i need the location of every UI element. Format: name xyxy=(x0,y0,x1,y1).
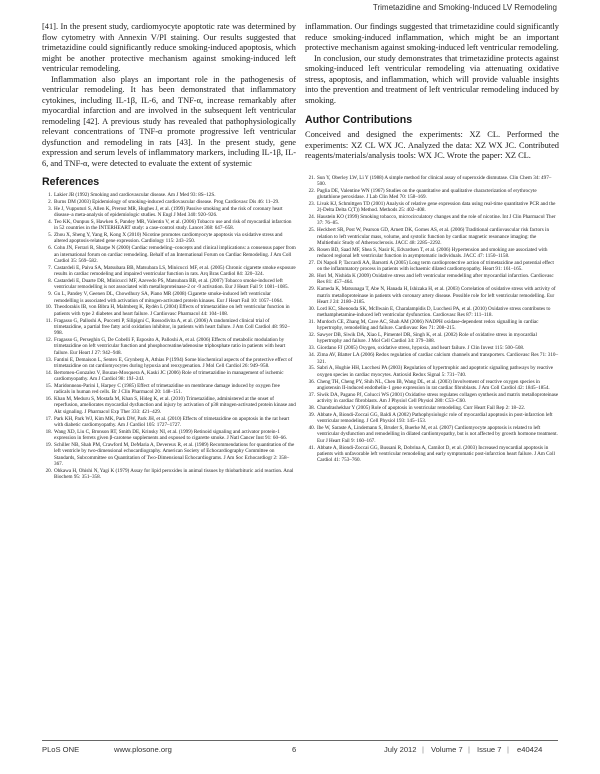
reference-text: Paglia DE, Valentine WN (1967) Studies on the quantitative and qualitative characterization of erythrocyte glutathione peroxidase. J Lab Clin Med 70: 158–169. xyxy=(317,187,537,200)
reference-item xyxy=(305,345,559,351)
reference-number: 36. xyxy=(308,378,315,385)
reference-text: Hori M, Nishida K (2009) Oxidative stress and left ventricular remodelling after myocardial infarction. Cardiovasc Res 81: 457–464. xyxy=(317,273,554,286)
volume: Volume 7 xyxy=(431,745,463,754)
reference-number: 27. xyxy=(308,259,315,266)
running-header: Trimetazidine and Smoking-Induced LV Remodeling xyxy=(372,3,557,12)
reference-item xyxy=(42,291,296,304)
issue-date: July 2012 xyxy=(384,745,417,754)
reference-number: 8. xyxy=(48,278,52,285)
reference-text: Zhou X, Sheng Y, Yang R, Kong X (2010) Nicotine promotes cardiomyocyte apoptosis via oxidative stress and altered apoptosis-related gene expression. Cardiology 115: 243–250. xyxy=(54,232,283,245)
footer-separator: | xyxy=(507,745,509,754)
reference-number: 32. xyxy=(308,332,315,339)
reference-number: 15. xyxy=(45,382,52,389)
reference-item xyxy=(42,232,296,245)
reference-text: Castardeli E, Duarte DR, Minicucci MF, Azevedo PS, Matsubara BB, et al. (2007) Tobacco smoke-induced left ventricular remodelling is not associated with metalloproteinase-2 or -9 activation. Eur J Heart Fail 9: 1081–1085. xyxy=(54,278,289,291)
reference-number: 39. xyxy=(308,411,315,418)
body-paragraph: Inflammation also plays an important role in the pathogenesis of ventricular remodeling. It has been demonstrated that inflammatory cytokines, including IL-1β, IL-6, and TNF-α, increase remarkably after myocardial infarction and are involved in the subsequent left ventricular remodeling [42]. A previous study has revealed that pathophysiologically relevant concentrations of TNF-α promote progressive left ventricular dysfunction and remodeling in rats [43]. In the present study, gene expression and serum levels of inflammatory markers, including IL-1β, IL-6, and TNF-α, were detected to evaluate the extent of systemic xyxy=(42,74,296,168)
reference-number: 16. xyxy=(45,396,52,403)
references-list-left xyxy=(42,192,296,480)
reference-text: Gu L, Pandey V, Geenen DL, Chowdhury SA, Piano MR (2008) Cigarette smoke-induced left ventricular remodelling is associated with activation of mitogen-activated protein kinases. Eur J Heart Fail 10: 1057–1064. xyxy=(54,291,283,304)
right-column xyxy=(305,22,559,464)
reference-number: 28. xyxy=(308,273,315,280)
reference-number: 34. xyxy=(308,352,315,359)
reference-text: Wang XD, Liu C, Bronson RT, Smith DE, Krinsky NI, et al. (1999) Retinoid signaling and activator protein-1 expression in ferrets given β-carotene supplements and exposed to cigarette smoke. J Natl Cancer Inst 91: 60–66. xyxy=(54,428,288,442)
reference-number: 3. xyxy=(48,205,52,212)
reference-item xyxy=(305,379,559,392)
footer-separator: | xyxy=(422,745,424,754)
reference-number: 35. xyxy=(308,365,315,372)
reference-number: 22. xyxy=(308,187,315,194)
reference-item xyxy=(42,429,296,442)
reference-number: 31. xyxy=(308,318,315,325)
reference-number: 13. xyxy=(45,356,52,363)
reference-number: 12. xyxy=(45,337,52,344)
issue: Issue 7 xyxy=(477,745,502,754)
reference-text: Ohkawa H, Ohishi N, Yagi K (1979) Assay for lipid peroxides in animal tissues by thiobarbituric acid reaction. Anal Biochem 95: 351–358. xyxy=(54,467,294,481)
reference-item xyxy=(42,396,296,415)
reference-text: Cheng TH, Cheng PY, Shih NL, Chen IB, Wang DL, et al. (2003) Involvement of reactive oxygen species in angiotensin II-induced endothelin-1 gene expression in rat cardiac fibroblasts. J Am Coll Cardiol 42: 1845–1854. xyxy=(317,378,550,391)
page-number: 6 xyxy=(292,745,297,754)
reference-item xyxy=(305,306,559,319)
references-spacer xyxy=(305,162,559,175)
reference-item xyxy=(42,265,296,278)
footer-rule xyxy=(42,740,558,741)
reference-item xyxy=(305,405,559,411)
reference-item xyxy=(42,357,296,370)
reference-item xyxy=(305,286,559,305)
reference-item xyxy=(305,201,559,214)
reference-number: 30. xyxy=(308,305,315,312)
author-contributions-heading: Author Contributions xyxy=(305,114,413,126)
reference-number: 24. xyxy=(308,214,315,221)
reference-text: Sawyer DB, Siwik DA, Xiao L, Pimentel DR, Singh K, et al. (2002) Role of oxidative stress in myocardial hypertrophy and failure. J Mol Cell Cardiol 34: 379–388. xyxy=(317,332,537,345)
reference-item xyxy=(305,319,559,332)
reference-number: 4. xyxy=(48,218,52,225)
article-id: e40424 xyxy=(517,745,543,754)
reference-text: Di Napoli P, Taccardi AA, Barsotti A (2005) Long term cardioprotective action of trimetazidine and potential effect on the inflammatory process in patients with ischaemic dilated cardiomyopathy. Heart 91: 161–165. xyxy=(317,259,554,273)
reference-item xyxy=(305,365,559,378)
reference-number: 38. xyxy=(308,404,315,411)
reference-text: Maridonneau-Parini I, Harpey C (1985) Effect of trimetazidine on membrane damage induced by oxygen free radicals in human red cells. Br J Clin Pharmacol 20: 148–151. xyxy=(54,382,280,396)
reference-text: Burns DM (2003) Epidemiology of smoking-induced cardiovascular disease. Prog Cardiovasc Dis 46: 11–29. xyxy=(54,198,280,205)
reference-item xyxy=(42,318,296,337)
reference-item xyxy=(42,468,296,481)
reference-item xyxy=(42,219,296,232)
reference-item xyxy=(42,416,296,429)
footer-separator: | xyxy=(468,745,470,754)
reference-text: Siwik DA, Pagano PJ, Colucci WS (2001) Oxidative stress regulates collagen synthesis and matrix metalloproteinase activity in cardiac fibroblasts. Am J Physiol Cell Physiol 280: C53–C60. xyxy=(317,391,559,405)
reference-item xyxy=(305,412,559,425)
reference-number: 41. xyxy=(308,444,315,451)
reference-text: Murdoch CE, Zhang M, Cave AC, Shah AM (2006) NADPH oxidase-dependent redox signalling in cardiac hypertrophy, remodelling and failure. Cardiovasc Res 71: 208–215. xyxy=(317,318,539,332)
reference-item xyxy=(42,304,296,317)
page-footer xyxy=(42,745,558,759)
reference-item xyxy=(42,383,296,396)
reference-text: Zima AV, Blatter LA (2006) Redox regulation of cardiac calcium channels and transporters. Cardiovasc Res 71: 310–321. xyxy=(317,352,559,365)
reference-text: Bertomeu-Gonzalez V, Bouzas-Mosquera A, Kaski JC (2006) Role of trimetazidine in management of ischemic cardiomyopathy. Am J Cardiol 98: 19J–24J. xyxy=(54,369,284,383)
reference-number: 29. xyxy=(308,286,315,293)
reference-text: Sabri A, Hughie HH, Lucchesi PA (2003) Regulation of hypertrophic and apoptotic signaling pathways by reactive oxygen species in cardiac myocytes. Antioxid Redox Signal 5: 731–740. xyxy=(317,365,554,378)
reference-text: Fantini E, Demaison L, Sentex E, Grynberg A, Athias P (1994) Some biochemical aspects of the protective effect of trimetazidine on rat cardiomyocytes during hypoxia and reoxygenation. J Mol Cell Cardiol 26: 949–958. xyxy=(54,356,293,369)
reference-item xyxy=(42,337,296,356)
reference-number: 26. xyxy=(308,246,315,253)
body-paragraph: [41]. In the present study, cardiomyocyte apoptotic rate was determined by flow cytometry with Annexin V/PI staining. Our results suggested that trimetazidine could significantly reduce smoking-induced apoptosis, which might be another protective mechanism against smoking-induced left ventricular remodeling. xyxy=(42,22,296,73)
reference-item xyxy=(305,273,559,286)
reference-item xyxy=(42,278,296,291)
reference-item xyxy=(42,442,296,467)
reference-text: Lakier JB (1992) Smoking and cardiovascular disease. Am J Med 93: 8S–12S. xyxy=(54,192,216,198)
reference-number: 21. xyxy=(308,174,315,181)
reference-number: 10. xyxy=(45,304,52,311)
reference-item xyxy=(305,260,559,273)
reference-number: 11. xyxy=(45,317,52,324)
reference-item xyxy=(42,192,296,198)
reference-number: 7. xyxy=(48,264,52,271)
reference-text: Haustein KO (1999) Smoking tobacco, microcirculatory changes and the role of nicotine. Int J Clin Pharmacol Ther 37: 76–85. xyxy=(317,214,556,227)
reference-item xyxy=(42,206,296,219)
reference-number: 6. xyxy=(48,245,52,252)
reference-text: Sun Y, Oberley LW, Li Y (1988) A simple method for clinical assay of superoxide dismutase. Clin Chem 34: 497–500. xyxy=(317,174,552,187)
reference-text: Livak KJ, Schmittgen TD (2001) Analysis of relative gene expression data using real-time quantitative PCR and the 2(-Delta Delta C(T)) Method. Methods 25: 402–408. xyxy=(317,200,556,214)
references-list-right xyxy=(305,175,559,464)
reference-text: Fragasso G, Palloshi A, Puccetti P, Silipigni C, Rossodivita A, et al. (2006) A randomized clinical trial of trimetazidine, a partial free fatty acid oxidation inhibitor, in patients with heart failure. J Am Coll Cardiol 48: 992–998. xyxy=(54,317,290,337)
reference-item xyxy=(42,199,296,205)
reference-item xyxy=(305,188,559,201)
reference-item xyxy=(305,425,559,444)
reference-text: Chandrashekhar Y (2005) Role of apoptosis in ventricular remodeling. Curr Heart Fail Rep 2: 18–22. xyxy=(317,404,526,411)
reference-number: 2. xyxy=(48,198,52,205)
reference-item xyxy=(305,214,559,227)
reference-text: Castardeli E, Paiva SA, Matsubara BB, Matsubara LS, Minicucci MF, et al. (2005) Chronic cigarette smoke exposure results in cardiac remodeling and impaired ventricular function in rats. Arq Bras Cardiol 84: 320–324. xyxy=(54,264,296,278)
reference-number: 19. xyxy=(45,441,52,448)
body-paragraph: inflammation. Our findings suggested that trimetazidine could significantly reduce smoking-induced inflammation, which might be an important protective mechanism against smoking-induced left ventricular remodeling. xyxy=(305,22,559,52)
body-paragraph: In conclusion, our study demonstrates that trimetazidine protects against smoking-induced left ventricular remodeling via attenuating oxidative stress, apoptosis, and inflammation, which will provide valuable insights into the prevention and treatment of left ventricular remodeling induced by smoking. xyxy=(305,53,559,105)
reference-number: 40. xyxy=(308,425,315,432)
reference-text: He J, Vupputuri S, Allen K, Prerost MR, Hughes J, et al. (1999) Passive smoking and the risk of coronary heart disease–a meta-analysis of epidemiologic studies. N Engl J Med 340: 920–926. xyxy=(54,205,283,219)
reference-item xyxy=(305,332,559,345)
left-column xyxy=(42,22,296,481)
reference-number: 20. xyxy=(45,467,52,474)
reference-text: Khan M, Meduru S, Mostafa M, Khan S, Hideg K, et al. (2010) Trimetazidine, administered at the onset of reperfusion, ameliorates myocardial dysfunction and injury by activation of p38 mitogen-activated protein kinase and Akt signaling. J Pharmacol Exp Ther 333: 421–429. xyxy=(54,396,296,415)
reference-item xyxy=(305,175,559,188)
reference-text: Giordano FJ (2005) Oxygen, oxidative stress, hypoxia, and heart failure. J Clin Invest 115: 500–508. xyxy=(317,345,525,352)
author-contributions-text: Conceived and designed the experiments: XZ CL. Performed the experiments: XZ CL WX JC. Analyzed the data: XZ WX JC. Contributed reagents/materials/analysis tools: WX JC. Wrote the paper: XZ CL. xyxy=(305,130,559,160)
reference-number: 17. xyxy=(45,415,52,422)
reference-text: Cohn JN, Ferrari R, Sharpe N (2000) Cardiac remodeling–concepts and clinical implications: a consensus paper from an international forum on cardiac remodeling. Behalf of an International Forum on Cardiac Remodeling. J Am Coll Cardiol 35: 569–582. xyxy=(54,245,296,264)
reference-item xyxy=(305,392,559,405)
reference-item xyxy=(305,227,559,246)
references-heading: References xyxy=(42,176,100,188)
reference-text: Ibe W, Saraste A, Lindemann S, Bruder S, Buerke M, et al. (2007) Cardiomyocyte apoptosis is related to left ventricular dysfunction and remodelling in dilated cardiomyopathy, but is not affected by growth hormone treatment. Eur J Heart Fail 9: 160–167. xyxy=(317,425,558,444)
reference-text: Kameda K, Matsunaga T, Abe N, Hanada H, Ishizaka H, et al. (2003) Correlation of oxidative stress with activity of matrix metalloproteinase in patients with coronary artery disease. Possible role for left ventricular remodelling. Eur Heart J 24: 2180–2185. xyxy=(317,286,556,305)
reference-item xyxy=(305,247,559,260)
journal-name: PLoS ONE xyxy=(42,745,80,754)
reference-text: Lord KC, Shenouda SK, McIlwain E, Charalampidis D, Lucchesi PA, et al. (2010) Oxidative stress contributes to methamphetamine-induced left ventricular dysfunction. Cardiovasc Res 87: 111–118. xyxy=(317,305,551,319)
reference-number: 23. xyxy=(308,200,315,207)
reference-text: Park KH, Park WJ, Kim MK, Park DW, Park JH, et al. (2010) Effects of trimetazidine on apoptosis in the rat heart with diabetic cardiomyopathy. Am J Cardiol 105: 1727–1727. xyxy=(54,415,290,428)
reference-number: 18. xyxy=(45,428,52,435)
reference-text: Teo KK, Ounpuu S, Hawken S, Pandey MR, Valentin V, et al. (2006) Tobacco use and risk of myocardial infarction in 52 countries in the INTERHEART study: a case-control study. Lancet 368: 647–658. xyxy=(54,218,292,232)
reference-number: 25. xyxy=(308,227,315,234)
reference-text: Heckbert SR, Post W, Pearson GD, Arnett DK, Gomes AS, et al. (2006) Traditional cardiovascular risk factors in relation to left ventricular mass, volume, and systolic function by cardiac magnetic resonance imaging: the Multiethnic Study of Atherosclerosis. JACC 48: 2285–2292. xyxy=(317,227,550,246)
reference-text: Fragasso G, Perseghin G, De Cobelli F, Esposito A, Palloshi A, et al. (2006) Effects of metabolic modulation by trimetazidine on left ventricular function and phosphocreatine/adenosine triphosphate ratio in patients with heart failure. Eur Heart J 27: 942–948. xyxy=(54,337,286,356)
reference-number: 5. xyxy=(48,232,52,239)
reference-text: Schiller NB, Shah PM, Crawford M, DeMaria A, Devereux R, et al. (1989) Recommendations for quantitation of the left ventricle by two-dimensional echocardiography. American Society of Echocardiography Committee on Standards, Subcommittee on Quantitation of Two-Dimensional Echocardiograms. J Am Soc Echocardiogr 2: 358–367. xyxy=(54,441,295,467)
reference-item xyxy=(42,370,296,383)
reference-text: Abbate A, Biondi-Zoccai GG, Baldi A (2002) Pathophysiologic role of myocardial apoptosis in post-infarction left ventricular remodeling. J Cell Physiol 193: 145–153. xyxy=(317,411,553,425)
reference-item xyxy=(42,245,296,264)
reference-number: 37. xyxy=(308,391,315,398)
reference-text: Rosen BD, Saad MF, Shea S, Nasir K, Edvardsen T, et al. (2006) Hypertension and smoking are associated with reduced regional left ventricular function in asymptomatic individuals. JACC 47: 1150–1158. xyxy=(317,246,548,260)
journal-url[interactable]: www.plosone.org xyxy=(114,745,172,754)
reference-item xyxy=(305,445,559,464)
reference-item xyxy=(305,352,559,365)
reference-text: Abbate A, Biondi-Zoccai GG, Bussani R, Dobrina A, Camilot D, et al. (2003) Increased myocardial apoptosis in patients with unfavorable left ventricular remodeling and early symptomatic post-infarction heart failure. J Am Coll Cardiol 41: 753–760. xyxy=(317,444,555,464)
reference-text: Theodorakis IB, von Bibra H, Malmberg K, Rydén L (2004) Effects of trimetazidine on left ventricular function in patients with type 2 diabetes and heart failure. J Cardiovasc Pharmacol 44: 104–108. xyxy=(54,304,290,317)
reference-number: 9. xyxy=(48,291,52,298)
reference-number: 14. xyxy=(45,369,52,376)
reference-number: 1. xyxy=(48,192,52,198)
reference-number: 33. xyxy=(308,345,315,352)
